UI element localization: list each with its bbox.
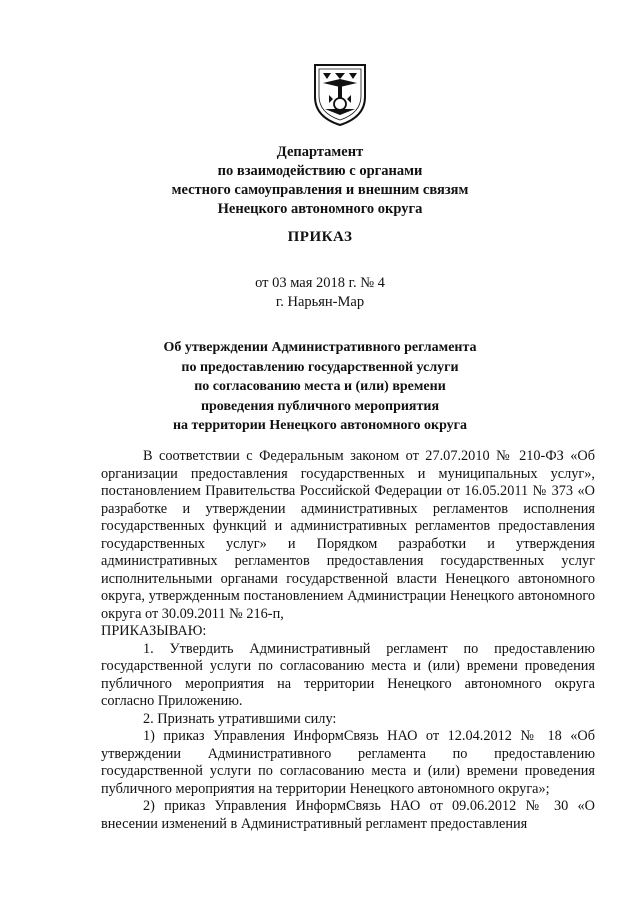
order-place: г. Нарьян-Мар bbox=[275, 294, 365, 310]
item-2-1-paragraph: 1) приказ Управления ИнформСвязь НАО от 12.04.2012 № 18 «Об утверждении Административного регламента по предоставлению государственной услуги по согласованию места и (или) времени проведения публичного мероприятия на территории Ненецкого автономного округа»; bbox=[101, 728, 595, 797]
order-body bbox=[101, 448, 595, 833]
subject-line-1: Об утверждении Административного регламента bbox=[163, 340, 477, 355]
header-line-1: Департамент bbox=[276, 144, 364, 160]
subject-line-2: по предоставлению государственной услуги bbox=[181, 359, 459, 375]
order-date-number: от 03 мая 2018 г. № 4 bbox=[255, 275, 385, 291]
order-word: ПРИКАЗЫВАЮ: bbox=[101, 623, 207, 639]
document-type: ПРИКАЗ bbox=[287, 229, 353, 245]
header-line-4: Ненецкого автономного округа bbox=[217, 201, 423, 217]
preamble-paragraph: В соответствии с Федеральным законом от 27.07.2010 № 210-ФЗ «Об организации предоставления государственных и муниципальных услуг», постановлением Правительства Российской Федерации от 16.05.2011 № 373 «О разработке и утверждении административных регламентов исполнения государственных функций и административных регламентов предоставления государственных услуг» и Порядком разработки и утверждения административных регламентов предоставления государственных услуг исполнительными органами государственной власти Ненецкого автономного округа, утвержденным постановлением Администрации Ненецкого автономного округа от 30.09.2011 № 216-п, bbox=[101, 448, 595, 622]
date-and-place bbox=[0, 274, 640, 312]
header-line-2: по взаимодействию с органами bbox=[217, 163, 423, 179]
item-2-2-paragraph: 2) приказ Управления ИнформСвязь НАО от 09.06.2012 № 30 «О внесении изменений в Административный регламент предоставления bbox=[101, 798, 595, 832]
department-header bbox=[0, 143, 640, 219]
subject-line-3: по согласованию места и (или) времени bbox=[194, 379, 446, 394]
subject-line-5: на территории Ненецкого автономного округа bbox=[172, 418, 468, 433]
item-1-paragraph: 1. Утвердить Административный регламент по предоставлению государственной услуги по согласованию места и (или) времени проведения публичного мероприятия на территории Ненецкого автономного округа согласно Приложению. bbox=[101, 640, 595, 709]
header-line-3: местного самоуправления и внешним связям bbox=[171, 182, 469, 198]
item-2-paragraph: 2. Признать утратившими силу: bbox=[143, 710, 337, 727]
subject-line-4: проведения публичного мероприятия bbox=[200, 398, 440, 414]
order-subject bbox=[0, 338, 640, 436]
coat-of-arms-nao-icon bbox=[311, 59, 369, 127]
